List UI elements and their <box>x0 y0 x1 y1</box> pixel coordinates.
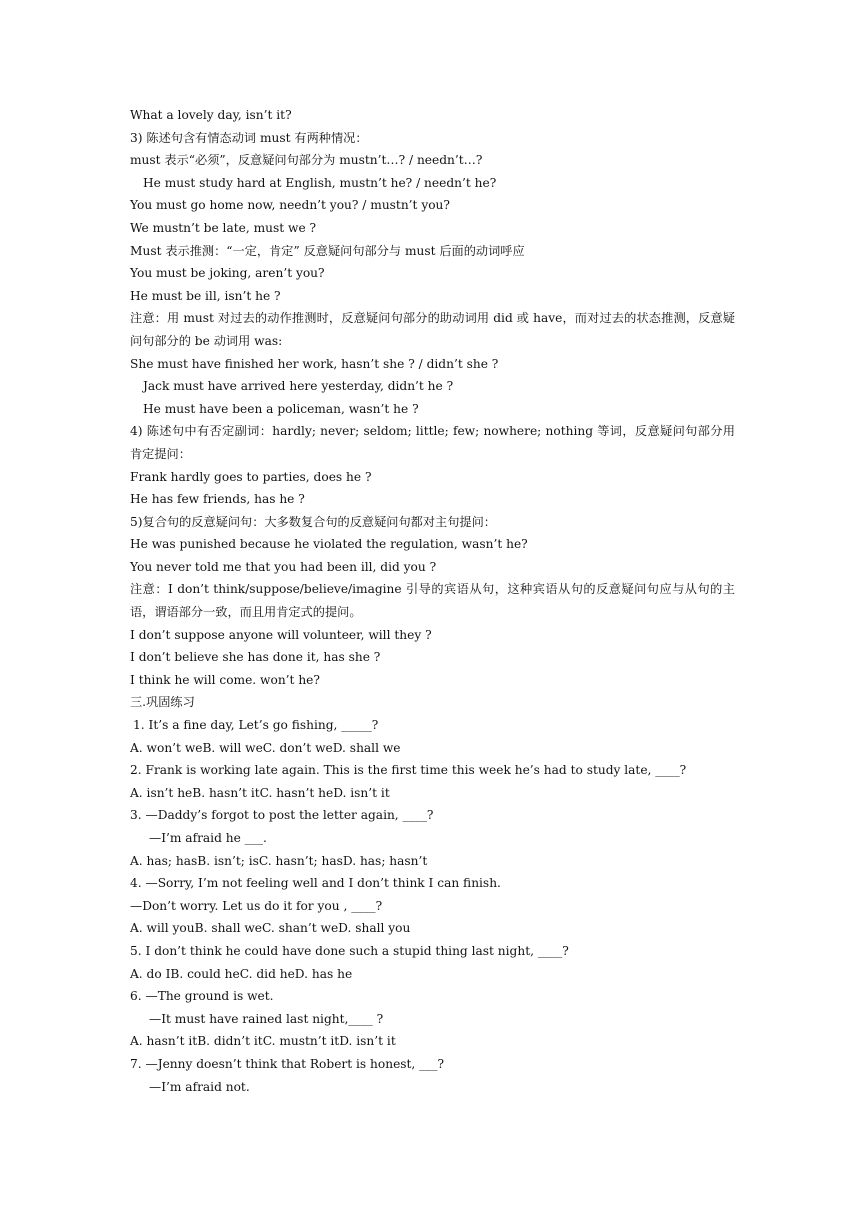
example-line: Frank hardly goes to parties, does he ? <box>130 469 372 484</box>
question-line: 1. It’s a fine day, Let’s go fishing, _____? <box>133 718 379 733</box>
note-paragraph: 注意：用 must 对过去的动作推测时，反意疑问句部分的助动词用 did 或 have，而对过去的状态推测，反意疑问句部分的 be 动词用 was: <box>130 311 735 348</box>
answer-options: A. do IB. could heC. did heD. has he <box>130 966 353 981</box>
section-heading: 3) 陈述句含有情态动词 must 有两种情况： <box>130 130 368 145</box>
question-line: 7. —Jenny doesn’t think that Robert is honest, ___? <box>130 1056 445 1071</box>
example-line: I don’t believe she has done it, has she ? <box>130 650 381 665</box>
example-line: You must go home now, needn’t you? / mustn’t you? <box>130 198 450 213</box>
question-line: 3. —Daddy’s forgot to post the letter again, ____? <box>130 808 434 823</box>
dialogue-line: —It must have rained last night,____ ? <box>149 1011 384 1026</box>
example-line: Jack must have arrived here yesterday, didn’t he ? <box>143 379 454 394</box>
example-line: You never told me that you had been ill, did you ? <box>130 559 437 574</box>
question-line: 4. —Sorry, I’m not feeling well and I don’t think I can finish. <box>130 876 501 891</box>
text-line: must 表示“必须”，反意疑问句部分为 mustn’t…? / needn’t…? <box>130 153 483 168</box>
example-line: I don’t suppose anyone will volunteer, will they ? <box>130 627 432 642</box>
text-line: What a lovely day, isn’t it? <box>130 108 292 122</box>
example-line: He must be ill, isn’t he ? <box>130 288 281 303</box>
example-line: She must have finished her work, hasn’t she ? / didn’t she ? <box>130 356 499 371</box>
answer-options: A. hasn’t itB. didn’t itC. mustn’t itD. isn’t it <box>130 1034 396 1049</box>
exercise-heading: 三.巩固练习 <box>130 695 195 710</box>
section-heading: 4) 陈述句中有否定副词：hardly; never; seldom; little; few; nowhere; nothing 等词，反意疑问句部分用肯定提问： <box>130 424 735 461</box>
question-line: 5. I don’t think he could have done such a stupid thing last night, ____? <box>130 943 569 958</box>
example-line: He was punished because he violated the regulation, wasn’t he? <box>130 537 528 552</box>
dialogue-line: —Don’t worry. Let us do it for you , ____? <box>130 898 383 913</box>
answer-options: A. will youB. shall weC. shan’t weD. shall you <box>130 921 411 936</box>
example-line: You must be joking, aren’t you? <box>130 266 325 281</box>
section-heading: 5)复合句的反意疑问句：大多数复合句的反意疑问句都对主句提问： <box>130 514 496 529</box>
dialogue-line: —I’m afraid he ___. <box>149 831 267 845</box>
note-paragraph: 注意：I don’t think/suppose/believe/imagine 引导的宾语从句，这种宾语从句的反意疑问句应与从句的主语，谓语部分一致，而且用肯定式的提问。 <box>130 582 735 620</box>
answer-options: A. has; hasB. isn’t; isC. hasn’t; hasD. has; hasn’t <box>130 853 428 868</box>
answer-options: A. isn’t heB. hasn’t itC. hasn’t heD. isn’t it <box>130 785 390 800</box>
example-line: He must have been a policeman, wasn’t he ? <box>143 401 419 416</box>
dialogue-line: —I’m afraid not. <box>149 1079 250 1094</box>
example-line: We mustn’t be late, must we ? <box>130 220 317 235</box>
text-line: Must 表示推测：“一定，肯定” 反意疑问句部分与 must 后面的动词呼应 <box>130 243 525 258</box>
question-line: 6. —The ground is wet. <box>130 989 274 1004</box>
answer-options: A. won’t weB. will weC. don’t weD. shall we <box>130 740 401 755</box>
example-line: He must study hard at English, mustn’t he? / needn’t he? <box>143 175 497 190</box>
question-line: 2. Frank is working late again. This is the first time this week he’s had to study late, ____? <box>130 763 687 778</box>
document-body <box>130 104 735 1098</box>
example-line: He has few friends, has he ? <box>130 492 305 507</box>
example-line: I think he will come. won’t he? <box>130 672 320 687</box>
